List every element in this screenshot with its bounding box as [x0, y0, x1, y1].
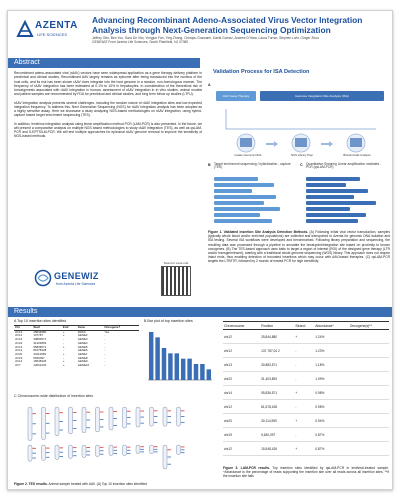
tes-step — [214, 177, 258, 181]
figure-2-caption-title: Figure 2. TES results. — [14, 482, 48, 486]
affiliation: GENEWIZ From Azenta Life Sciences, South Plainfield, NJ 07080 — [92, 40, 189, 45]
step-bioinformatics: Bioinformatic Analysis — [343, 153, 371, 157]
chromosome — [177, 445, 181, 455]
poster-title: Advancing Recombinant Adeno-Associated Virus Vector Integration Analysis through Next-Generation Sequencing Optimization — [92, 15, 363, 35]
panel-b-label: B — [208, 163, 211, 167]
lam-step — [306, 195, 354, 199]
table-cell: 1.24% — [314, 330, 348, 344]
figure-1-panel-a — [208, 81, 388, 161]
table-cell — [349, 442, 389, 456]
table-cell: chr22 — [223, 372, 260, 386]
table-cell — [349, 414, 389, 428]
table-cell: chr12 — [15, 359, 23, 364]
col-position: Position — [260, 322, 294, 330]
table-cell: - — [62, 348, 64, 353]
genewiz-subtitle: from Azenta Life Sciences — [56, 282, 96, 286]
table-cell: - — [104, 348, 106, 353]
figure-1-caption-text: (A) Following initial viral vector transduction, samples (typically whole blood and/or enriched populations) are collected and transported to Azenta for genomic DNA isolation and ISA testing. Several ISA workflows were developed and benchmarked. Following library preparation and sequencing, the resulting data was processed through a pipeline to annotate the breakpoint/integration site based on proximity to known oncogenes. (B) The TES-based approach uses baits to target a region of interest (ROI) of the designed gene therapy (LTR and/or transgene/insert), starting with a traditional whole genome sequencing (WGS) library. This approach does not require intact ends, thus enabling detection of truncated insertions which may occur with AAV-based therapies. (C) qsLAM-PCR targets the LTR/ITR, followed by 2 rounds of nested PCR for high sensitivity. — [208, 230, 391, 264]
flow-box-isa: Genome Integration Site Analysis (ISA) — [260, 91, 384, 101]
genewiz-logo — [34, 267, 134, 291]
table-cell: - — [294, 372, 314, 386]
chromosome — [82, 445, 86, 457]
table-cell: chr13 — [223, 358, 260, 372]
table-cell: 30114959 — [33, 351, 46, 356]
panel-a-caption: A Top 10 insertion sites identified — [14, 319, 67, 323]
panel-c-title: Quantitative-Shearing Linear amplification mediated - PCR (qsLAM-PCR) — [306, 162, 382, 170]
abstract-heading: Abstract — [14, 59, 40, 66]
col-chromosome: Chromosome — [223, 322, 260, 330]
table-cell: 25844880 — [33, 329, 47, 334]
table-row — [14, 364, 139, 368]
chromosome — [109, 407, 113, 430]
col-strand: Strand — [294, 322, 314, 330]
figure-1-caption — [208, 230, 390, 264]
table-cell: 1.18% — [314, 358, 348, 372]
table-cell: 1.23% — [314, 344, 348, 358]
abstract-body — [14, 71, 202, 143]
table-cell: - — [62, 337, 64, 342]
table-cell: + — [62, 351, 65, 356]
lam-step — [306, 213, 366, 217]
table-cell: Yes — [104, 329, 110, 334]
table-cell: chr19 — [223, 428, 260, 442]
panel-c-label: C — [300, 163, 303, 167]
table-row — [223, 442, 389, 456]
table-cell: 137787 — [33, 333, 43, 338]
tes-col-header: End — [62, 326, 77, 331]
lam-step — [306, 183, 346, 187]
table-cell: chr12 — [223, 330, 260, 344]
flow-box-aav: AAV Gene Therapy — [216, 91, 256, 101]
table-cell: chr12 — [223, 400, 260, 414]
results-panel-c — [14, 394, 218, 398]
table-cell: 1.09% — [314, 372, 348, 386]
bar — [207, 369, 211, 380]
table-cell: - — [294, 400, 314, 414]
lam-step — [306, 189, 368, 193]
table-row — [223, 386, 389, 400]
lam-step — [306, 207, 350, 211]
tes-col-header: Chr — [14, 326, 32, 331]
table-cell: - — [104, 351, 106, 356]
chromosome — [96, 407, 100, 432]
table-cell: 5630097 — [33, 355, 45, 360]
table-cell: 30883571 — [33, 337, 47, 342]
table-cell: GENE8 — [77, 355, 88, 360]
bar-plot — [144, 326, 216, 386]
chromosome — [42, 445, 46, 460]
panel-a-label: A — [208, 83, 211, 87]
figure-1-panels-bc — [208, 163, 388, 229]
tes-step — [214, 213, 260, 217]
table-cell: chr14 — [15, 344, 23, 349]
table-cell: + — [294, 386, 314, 400]
panel-b-caption: B Bar plot of top insertion sites — [144, 319, 193, 323]
table-cell: 30,883,571 — [260, 358, 294, 372]
step-library-prep: NGS Library Prep — [290, 153, 314, 157]
tes-step — [214, 183, 274, 187]
logo-subtitle: LIFE SCIENCES — [37, 32, 68, 37]
top10-table — [14, 325, 139, 368]
table-cell: GENE6 — [77, 348, 88, 353]
tes-step — [214, 189, 252, 193]
tes-col-header: Start — [32, 326, 62, 331]
chromosome — [96, 445, 100, 457]
table-cell: - — [104, 337, 106, 342]
chromosome — [163, 407, 167, 426]
author-list: Jeffrey Otto, Ben You, Sara De Vito, Yongjun Fan, Ying Zhang, Chinapu Goswami, David Gomez, Andrew D'Hara, Laura Turner, Stephen Lahr, Ginger Zhou — [92, 36, 319, 40]
table-cell: + — [62, 344, 65, 349]
table-cell: 81,678,428 — [260, 400, 294, 414]
chromosome — [55, 407, 59, 436]
table-cell: 15548426 — [33, 359, 47, 364]
table-cell: chr22 — [15, 340, 23, 345]
bar — [194, 364, 198, 380]
table-cell: chr7 — [15, 363, 21, 368]
table-cell: - — [104, 363, 106, 368]
table-cell: 25,844,880 — [260, 330, 294, 344]
table-cell: chr12 — [15, 333, 23, 338]
table-cell: - — [104, 359, 106, 364]
table-cell: 81678428 — [33, 348, 47, 353]
table-cell — [349, 428, 389, 442]
chromosome — [123, 445, 127, 456]
validation-heading: Validation Process for ISA Detection — [213, 69, 310, 75]
genewiz-mark-icon — [34, 269, 52, 287]
chromosome — [69, 407, 73, 434]
abstract-paragraph-3: In addition, lentivirus integration analysis using linear amplification method PCR (LAM-PCR) is also presented. In the future, we will present a comparative analysis on multiple NGS based methodologies to study rAAV integration (TES), as well as qsLAM-PCR and S-EPTS/LM-PCR. We will test multiple approaches for episomal rAAV genome removal to improve the sensitivity of NGS-based methods. — [14, 121, 202, 139]
table-row — [223, 344, 389, 358]
chromosome — [109, 445, 113, 456]
table-row — [223, 372, 389, 386]
chromosome — [177, 407, 181, 426]
table-cell: 5,630,097 — [260, 428, 294, 442]
table-cell — [349, 358, 389, 372]
qr-code-icon[interactable] — [161, 266, 191, 296]
table-cell: 0.87% — [314, 428, 348, 442]
bar — [187, 359, 191, 380]
figure-2-caption-text: Animal sample treated with AAV. (A) Top 10 insertion sites identified — [48, 482, 147, 486]
table-row — [223, 330, 389, 344]
table-cell: 30,114,959 — [260, 414, 294, 428]
tes-step — [214, 195, 276, 199]
tes-col-header: Oncogene? — [103, 326, 139, 331]
lam-step — [306, 177, 360, 181]
table-cell: GENE4 — [77, 340, 88, 345]
table-cell: chr12 — [223, 442, 260, 456]
tes-step — [214, 219, 272, 223]
table-cell: 95,836,571 — [260, 386, 294, 400]
table-cell: chr13 — [15, 337, 23, 342]
results-heading-bar — [8, 307, 393, 317]
col-oncogene: Oncogene(s)** — [349, 322, 389, 330]
chromosome — [123, 407, 127, 428]
panel-c-caption: C Chromosome-wide distribution of insertion sites — [14, 394, 94, 398]
bar — [181, 359, 185, 380]
chromosome — [163, 445, 167, 469]
lam-step — [306, 201, 376, 205]
table-cell: GENE7 — [77, 351, 88, 356]
table-cell: 31403893 — [33, 340, 47, 345]
panel-b-title: Target enrichment sequencing / hybridization - capture (TES) — [214, 162, 291, 170]
chromosome — [136, 407, 140, 427]
figure-3-caption-text: Top insertion sites identified by qsLAM-PCR in lentiviral-treated sample. ^Abundance is the percentage of reads supporting the insertion site over all reads across all insertion sites. **If the insertion site falls — [223, 466, 389, 479]
table-cell: 95836571 — [33, 344, 47, 349]
poster-authors — [92, 36, 388, 45]
table-cell: chr14 — [223, 386, 260, 400]
chromosome — [82, 407, 86, 433]
abstract-paragraph-1: Recombinant adeno-associated viral (rAAV) vectors have seen widespread application as a gene therapy delivery platform in preclinical and clinical studies. Recombinant AAV largely remains as episome after being transduced into the nucleus of the host cells, and its risk has been shown rAAV does integrate into the host genome in a random, non-homologous manner. The frequency of rAAV integration has been estimated at 0.1% to 10% in hepatocytes. In consideration of the theoretical risk of tumorigenesis associated with rAAV integration in human, assessment of rAAV integration in in vitro studies, animal models and patient samples are recommended by FDA for preclinical and clinical studies, and long term follow up studies (LTFU). — [14, 71, 202, 97]
abstract-paragraph-2: rAAV integration analysis presents several challenges, including the random nature of rAAV integration sites and low expected integration frequency. To address this, Next Generation Sequencing (NGS) for rAAV integration analysis has been adopted as a highly sensitive assay. Here we showcase a study analyzing NGS-based methodologies on rAAV integration, using hybrid-capture based target enrichment sequencing (TES). — [14, 100, 202, 118]
table-cell: + — [62, 329, 65, 334]
table-cell — [349, 372, 389, 386]
genewiz-name: GENEWIZ — [54, 271, 99, 281]
table-cell: 15,548,426 — [260, 442, 294, 456]
poster-header — [8, 11, 393, 55]
abstract-heading-bar — [8, 58, 200, 68]
bar — [149, 332, 153, 380]
azenta-mark-icon — [16, 20, 34, 38]
table-cell: 0.87% — [314, 442, 348, 456]
bar — [168, 353, 172, 380]
table-cell: - — [62, 355, 64, 360]
chromosome — [69, 445, 73, 458]
results-heading: Results — [14, 308, 38, 315]
table-cell: KRAS — [77, 329, 86, 334]
results-panel-a — [14, 319, 139, 368]
table-cell: GENE3 — [77, 337, 88, 342]
table-cell: chr12 — [15, 348, 23, 353]
bar — [200, 364, 204, 380]
table-cell: + — [62, 333, 65, 338]
table-cell: - — [294, 358, 314, 372]
table-cell: - — [104, 333, 106, 338]
results-panel-b — [144, 319, 218, 386]
table-cell: - — [294, 344, 314, 358]
tes-step — [214, 201, 264, 205]
col-abundance: Abundance^ — [314, 322, 348, 330]
table-cell — [349, 344, 389, 358]
table-cell: - — [294, 428, 314, 442]
table-cell: - — [104, 355, 106, 360]
chromosome — [55, 445, 59, 459]
step-isolate-dna: Isolate Genomic DNA — [234, 153, 262, 157]
lam-step — [306, 219, 358, 223]
table-cell: 0.98% — [314, 400, 348, 414]
tes-col-header: Gene — [77, 326, 104, 331]
table-row — [223, 414, 389, 428]
lam-pcr-table — [223, 321, 389, 456]
poster — [7, 10, 393, 490]
table-row — [223, 400, 389, 414]
table-cell: 0.98% — [314, 386, 348, 400]
chromosome — [136, 445, 140, 454]
chromosome — [28, 407, 32, 441]
qr-label: Scan for more info — [163, 261, 189, 265]
figure-3-caption — [223, 466, 389, 479]
table-row — [223, 358, 389, 372]
table-cell — [349, 400, 389, 414]
table-cell: 137,787,04 2 — [260, 344, 294, 358]
table-cell: chr12 — [223, 344, 260, 358]
chromosome — [150, 445, 154, 454]
table-cell: - — [62, 340, 64, 345]
table-cell: + — [62, 363, 65, 368]
tes-step — [214, 207, 280, 211]
bar — [162, 348, 166, 380]
table-cell: chr12 — [15, 329, 23, 334]
table-cell — [349, 386, 389, 400]
table-cell: 31,403,893 — [260, 372, 294, 386]
table-cell: GENE9 — [77, 359, 88, 364]
chromosome — [42, 407, 46, 440]
table-cell: + — [62, 359, 65, 364]
chromosome-map — [20, 403, 190, 480]
bar — [175, 353, 179, 380]
table-cell: + — [294, 442, 314, 456]
figure-1-caption-title: Figure 1. Validated Insertion Site Analysis Detection Methods. — [208, 230, 309, 234]
table-cell: GENE5 — [77, 344, 88, 349]
chromosome — [150, 407, 154, 426]
figure-2-caption — [14, 482, 220, 486]
chromosome — [28, 445, 32, 461]
table-cell: chr20 — [223, 414, 260, 428]
table-cell: GENE2 — [77, 333, 88, 338]
table-cell — [349, 330, 389, 344]
table-cell: + — [294, 414, 314, 428]
azenta-logo — [16, 18, 76, 42]
table-cell: - — [104, 344, 106, 349]
table-cell: GENE10 — [77, 363, 90, 368]
table-cell: 12001234 — [33, 363, 47, 368]
table-cell: 0.94% — [314, 414, 348, 428]
bar — [155, 337, 159, 380]
qr-block[interactable] — [158, 261, 194, 303]
figure-3-caption-title: Figure 3. LAM-PCR results. — [223, 466, 271, 470]
table-cell: - — [104, 340, 106, 345]
logo-name: AZENTA — [35, 20, 78, 31]
table-cell: + — [294, 330, 314, 344]
table-cell: chr20 — [15, 351, 23, 356]
table-cell: chr19 — [15, 355, 23, 360]
table-row — [223, 428, 389, 442]
